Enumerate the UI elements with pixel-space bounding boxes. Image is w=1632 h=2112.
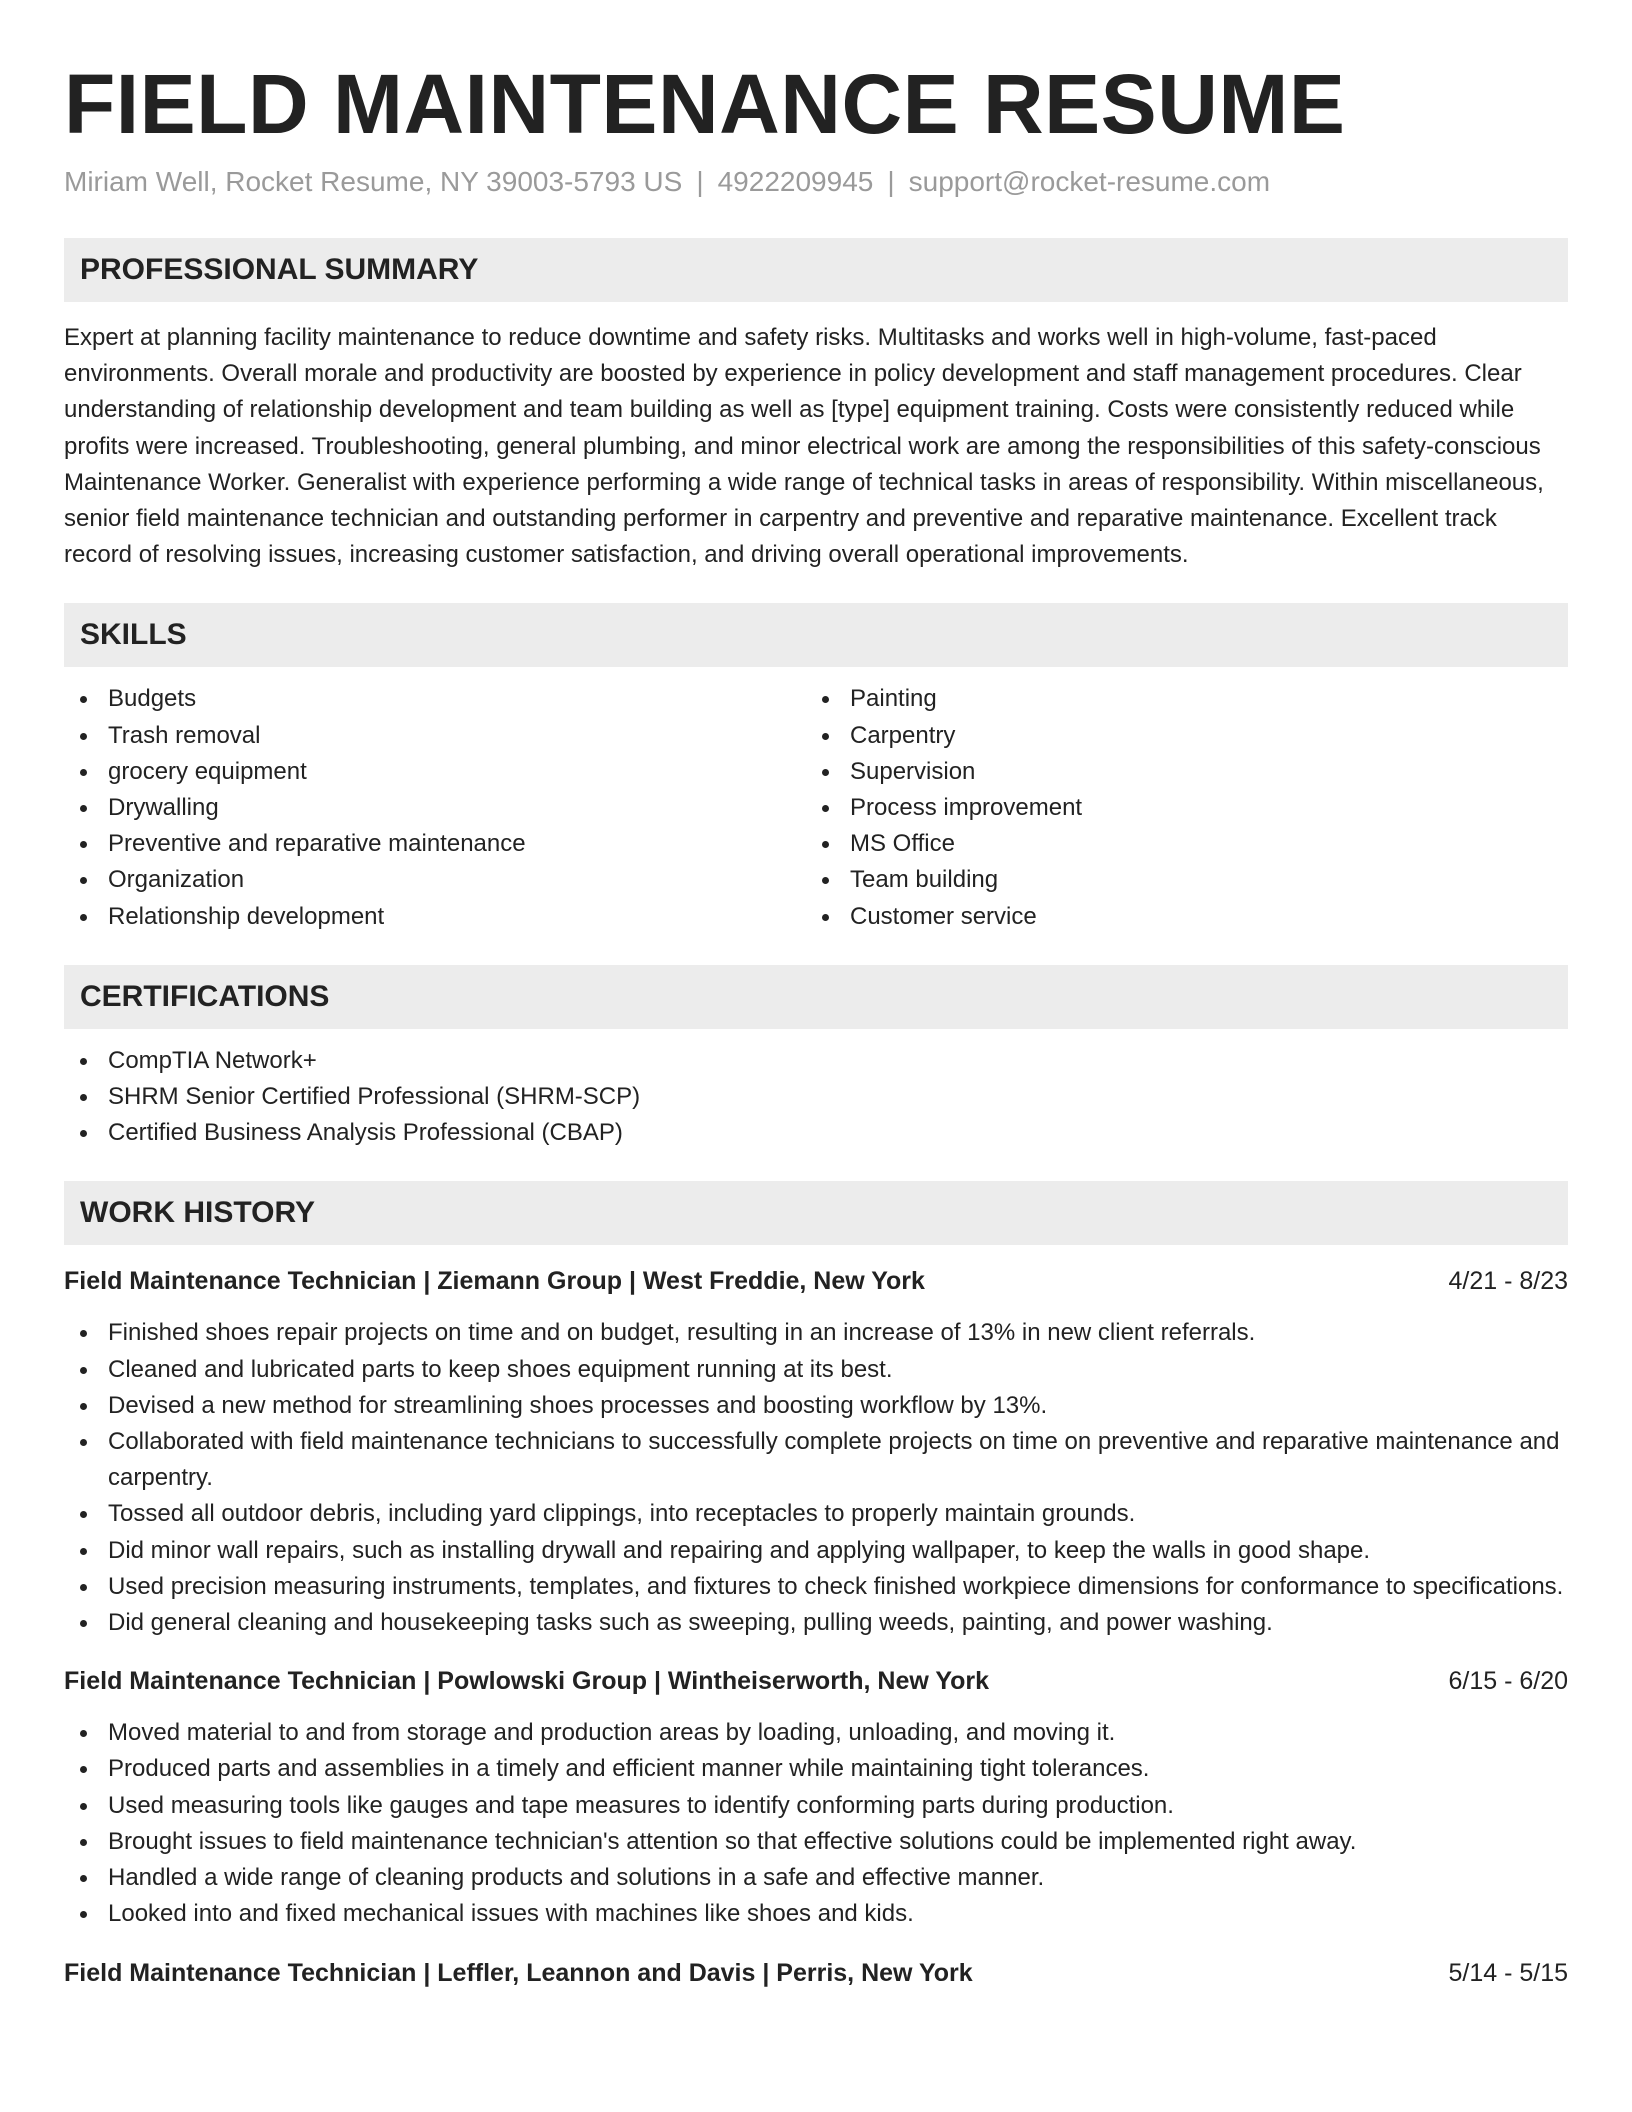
- job-dates: 6/15 - 6/20: [1448, 1667, 1568, 1696]
- job-dates: 4/21 - 8/23: [1448, 1267, 1568, 1296]
- work-history-section: [64, 1181, 1568, 1990]
- certification-item: SHRM Senior Certified Professional (SHRM-SCP): [64, 1079, 1568, 1115]
- summary-text: Expert at planning facility maintenance to reduce downtime and safety risks. Multitasks and works well in high-volume, fast-paced environments. Overall morale and productivity are boosted by experience in policy development and staff management procedures. Clear understanding of relationship development and team building as well as [type] equipment training. Costs were consistently reduced while profits were increased. Troubleshooting, general plumbing, and minor electrical work are among the responsibilities of this safety-conscious Maintenance Worker. Generalist with experience performing a wide range of technical tasks in areas of responsibility. Within miscellaneous, senior field maintenance technician and outstanding performer in carpentry and preventive and reparative maintenance. Excellent track record of resolving issues, increasing customer satisfaction, and driving overall operational improvements.: [64, 324, 1544, 569]
- resume-title: FIELD MAINTENANCE RESUME: [64, 57, 1346, 151]
- skill-item: Preventive and reparative maintenance: [64, 826, 806, 862]
- resume-page: [64, 0, 1568, 1991]
- skill-item: Team building: [806, 862, 1548, 898]
- skill-item: Painting: [806, 681, 1548, 717]
- job-title: Field Maintenance Technician | Leffler, Leannon and Davis | Perris, New York: [64, 1958, 973, 1987]
- section-heading-summary: PROFESSIONAL SUMMARY: [64, 238, 1568, 302]
- skills-grid: [64, 681, 1568, 934]
- summary-section: [64, 238, 1568, 573]
- skill-item: Process improvement: [806, 790, 1548, 826]
- job-bullet: Produced parts and assemblies in a timely and efficient manner while maintaining tight tolerances.: [64, 1751, 1568, 1787]
- job-bullet: Finished shoes repair projects on time and on budget, resulting in an increase of 13% in new client referrals.: [64, 1315, 1568, 1351]
- job-bullet: Did general cleaning and housekeeping tasks such as sweeping, pulling weeds, painting, and power washing.: [64, 1605, 1568, 1641]
- contact-phone: 4922209945: [717, 166, 874, 197]
- job-header: [64, 1263, 1568, 1299]
- section-heading-certifications: CERTIFICATIONS: [64, 965, 1568, 1029]
- job-header: [64, 1955, 1568, 1991]
- skill-item: grocery equipment: [64, 754, 806, 790]
- certification-item: Certified Business Analysis Professional (CBAP): [64, 1115, 1568, 1151]
- job-bullet: Looked into and fixed mechanical issues with machines like shoes and kids.: [64, 1896, 1568, 1932]
- job-bullet: Did minor wall repairs, such as installing drywall and repairing and applying wallpaper, to keep the walls in good shape.: [64, 1533, 1568, 1569]
- job-header: [64, 1663, 1568, 1699]
- job-bullets: [64, 1715, 1568, 1932]
- skill-item: Supervision: [806, 754, 1548, 790]
- contact-separator: |: [696, 166, 704, 197]
- contact-separator: |: [887, 166, 895, 197]
- job-bullet: Handled a wide range of cleaning products and solutions in a safe and effective manner.: [64, 1860, 1568, 1896]
- job-entry: [64, 1263, 1568, 1641]
- certification-item: CompTIA Network+: [64, 1043, 1568, 1079]
- skill-item: Organization: [64, 862, 806, 898]
- job-bullet: Collaborated with field maintenance technicians to successfully complete projects on time on preventive and reparative maintenance and carpentry.: [64, 1424, 1568, 1496]
- job-title: Field Maintenance Technician | Powlowski Group | Wintheiserworth, New York: [64, 1667, 990, 1696]
- skill-item: Budgets: [64, 681, 806, 717]
- job-bullet: Used measuring tools like gauges and tape measures to identify conforming parts during production.: [64, 1788, 1568, 1824]
- section-heading-work-history: WORK HISTORY: [64, 1181, 1568, 1245]
- contact-email: support@rocket-resume.com: [908, 166, 1271, 197]
- section-heading-skills: SKILLS: [64, 603, 1568, 667]
- skill-item: MS Office: [806, 826, 1548, 862]
- skill-item: Trash removal: [64, 718, 806, 754]
- certifications-section: [64, 965, 1568, 1152]
- job-dates: 5/14 - 5/15: [1448, 1958, 1568, 1987]
- contact-address: Miriam Well, Rocket Resume, NY 39003-5793 US: [64, 166, 683, 197]
- job-bullet: Tossed all outdoor debris, including yard clippings, into receptacles to properly maintain grounds.: [64, 1496, 1568, 1532]
- skills-section: [64, 603, 1568, 934]
- job-title: Field Maintenance Technician | Ziemann Group | West Freddie, New York: [64, 1267, 925, 1296]
- job-bullet: Brought issues to field maintenance technician's attention so that effective solutions could be implemented right away.: [64, 1824, 1568, 1860]
- contact-line: [64, 164, 1568, 200]
- job-bullet: Moved material to and from storage and production areas by loading, unloading, and moving it.: [64, 1715, 1568, 1751]
- job-entry: [64, 1663, 1568, 1932]
- job-bullet: Cleaned and lubricated parts to keep shoes equipment running at its best.: [64, 1352, 1568, 1388]
- skill-item: Relationship development: [64, 899, 806, 935]
- skill-item: Customer service: [806, 899, 1548, 935]
- skill-item: Drywalling: [64, 790, 806, 826]
- skills-column-left: [64, 681, 806, 934]
- skill-item: Carpentry: [806, 718, 1548, 754]
- job-bullet: Devised a new method for streamlining shoes processes and boosting workflow by 13%.: [64, 1388, 1568, 1424]
- job-bullet: Used precision measuring instruments, templates, and fixtures to check finished workpiece dimensions for conformance to specifications.: [64, 1569, 1568, 1605]
- job-entry: [64, 1955, 1568, 1991]
- certifications-list: [64, 1043, 1568, 1152]
- job-bullets: [64, 1315, 1568, 1641]
- skills-column-right: [806, 681, 1548, 934]
